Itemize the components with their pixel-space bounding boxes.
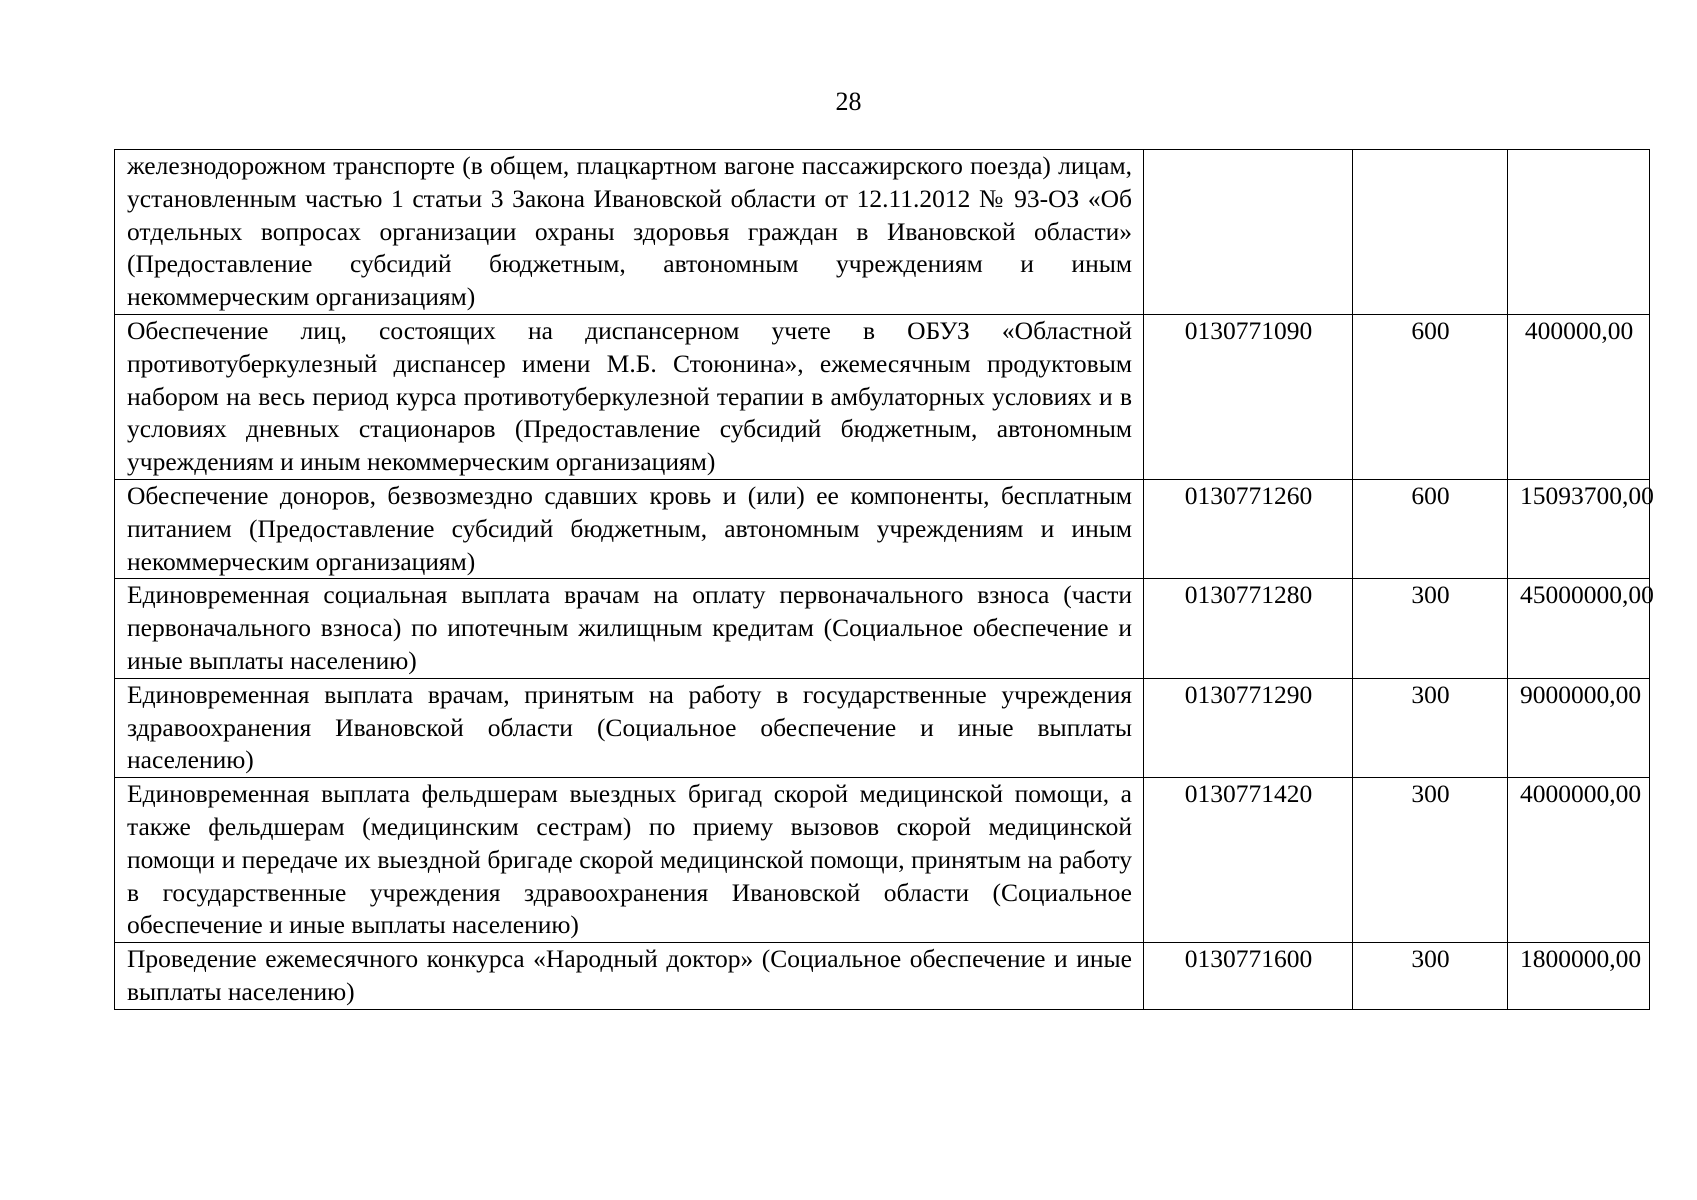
- row-amount: 45000000,00: [1508, 579, 1650, 678]
- table-row: [115, 150, 1650, 315]
- table-row: [115, 778, 1650, 943]
- table-row: [115, 314, 1650, 479]
- row-amount: [1508, 150, 1650, 315]
- row-target-code: [1144, 150, 1353, 315]
- table-row: [115, 943, 1650, 1010]
- row-amount: 15093700,00: [1508, 479, 1650, 578]
- row-description: Единовременная социальная выплата врачам на оплату первоначального взноса (части первоначального взноса) по ипотечным жилищным кредитам (Социальное обеспечение и иные выплаты населению): [115, 579, 1144, 678]
- row-expense-type: [1353, 150, 1508, 315]
- table-row: [115, 579, 1650, 678]
- row-target-code: 0130771260: [1144, 479, 1353, 578]
- row-target-code: 0130771280: [1144, 579, 1353, 678]
- row-expense-type: 600: [1353, 314, 1508, 479]
- row-target-code: 0130771090: [1144, 314, 1353, 479]
- row-expense-type: 300: [1353, 579, 1508, 678]
- row-expense-type: 300: [1353, 778, 1508, 943]
- budget-table-body: [115, 150, 1654, 1010]
- row-amount: 1800000,00: [1508, 943, 1650, 1010]
- row-amount: 9000000,00: [1508, 678, 1650, 777]
- table-row: [115, 678, 1650, 777]
- row-target-code: 0130771600: [1144, 943, 1353, 1010]
- row-expense-type: 300: [1353, 678, 1508, 777]
- row-description: Единовременная выплата фельдшерам выездных бригад скорой медицинской помощи, а также фельдшерам (медицинским сестрам) по приему вызовов скорой медицинской помощи и передаче их выездной бригаде скорой медицинской помощи, принятым на работу в государственные учреждения здравоохранения Ивановской области (Социальное обеспечение и иные выплаты населению): [115, 778, 1144, 943]
- row-description: Единовременная выплата врачам, принятым на работу в государственные учреждения здравоохранения Ивановской области (Социальное обеспечение и иные выплаты населению): [115, 678, 1144, 777]
- row-expense-type: 300: [1353, 943, 1508, 1010]
- row-expense-type: 600: [1353, 479, 1508, 578]
- page-number: 28: [835, 87, 862, 116]
- row-description: Обеспечение доноров, безвозмездно сдавших кровь и (или) ее компоненты, бесплатным питанием (Предоставление субсидий бюджетным, автономным учреждениям и иным некоммерческим организациям): [115, 479, 1144, 578]
- table-row: [115, 479, 1650, 578]
- row-description: Проведение ежемесячного конкурса «Народный доктор» (Социальное обеспечение и иные выплаты населению): [115, 943, 1144, 1010]
- row-description: железнодорожном транспорте (в общем, плацкартном вагоне пассажирского поезда) лицам, установленным частью 1 статьи 3 Закона Ивановской области от 12.11.2012 № 93-ОЗ «Об отдельных вопросах организации охраны здоровья граждан в Ивановской области» (Предоставление субсидий бюджетным, автономным учреждениям и иным некоммерческим организациям): [115, 150, 1144, 315]
- row-target-code: 0130771290: [1144, 678, 1353, 777]
- budget-table: [114, 149, 1654, 1010]
- row-description: Обеспечение лиц, состоящих на диспансерном учете в ОБУЗ «Областной противотуберкулезный диспансер имени М.Б. Стоюнина», ежемесячным продуктовым набором на весь период курса противотуберкулезной терапии в амбулаторных условиях и в условиях дневных стационаров (Предоставление субсидий бюджетным, автономным учреждениям и иным некоммерческим организациям): [115, 314, 1144, 479]
- row-target-code: 0130771420: [1144, 778, 1353, 943]
- row-amount: 400000,00: [1508, 314, 1650, 479]
- row-amount: 4000000,00: [1508, 778, 1650, 943]
